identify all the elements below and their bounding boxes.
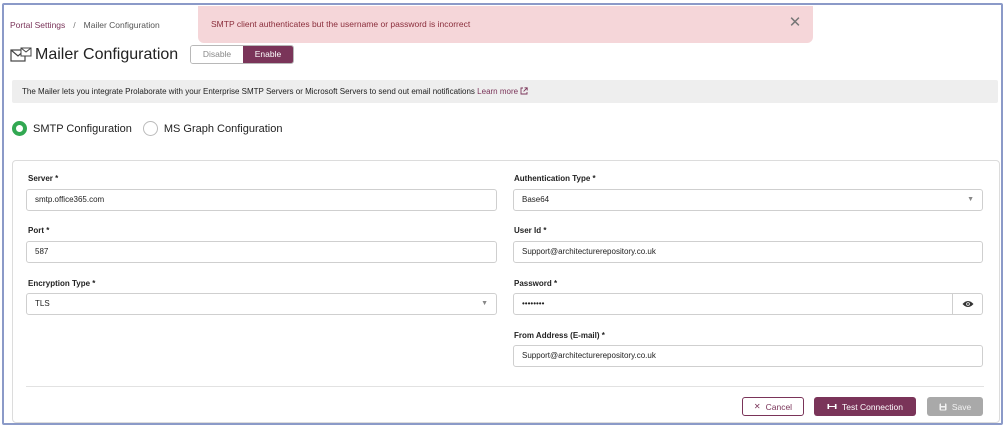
encryption-type-value: TLS — [35, 299, 50, 308]
user-id-value: Support@architecturerepository.co.uk — [522, 247, 656, 256]
enable-toggle-button[interactable]: Enable — [243, 46, 293, 63]
page-title: Mailer Configuration — [35, 46, 179, 63]
test-connection-button[interactable] — [814, 397, 916, 416]
error-toast — [198, 6, 813, 43]
save-icon — [939, 403, 947, 411]
user-id-label: User Id * — [514, 226, 547, 235]
close-icon: ✕ — [753, 402, 761, 411]
from-address-label: From Address (E-mail) * — [514, 331, 605, 340]
breadcrumb — [10, 20, 160, 30]
breadcrumb-portal-settings[interactable]: Portal Settings — [10, 20, 66, 30]
smtp-radio-label[interactable]: SMTP Configuration — [33, 122, 132, 135]
server-label: Server * — [28, 174, 59, 183]
msgraph-radio-label[interactable]: MS Graph Configuration — [163, 122, 283, 135]
chevron-down-icon: ▼ — [967, 196, 974, 203]
connection-icon — [827, 403, 837, 410]
password-value: •••••••• — [522, 299, 545, 308]
password-label: Password * — [514, 279, 558, 288]
page-header — [10, 44, 178, 66]
save-button[interactable] — [927, 397, 983, 416]
error-toast-message: SMTP client authenticates but the username or password is incorrect — [211, 19, 471, 29]
breadcrumb-current: Mailer Configuration — [83, 20, 160, 30]
close-icon[interactable]: ✕ — [788, 14, 802, 31]
smtp-radio[interactable] — [12, 121, 27, 136]
external-link-icon — [520, 87, 528, 95]
cancel-button-label: Cancel — [765, 401, 793, 412]
learn-more-link[interactable] — [477, 87, 528, 96]
auth-type-label: Authentication Type * — [514, 174, 596, 183]
port-label: Port * — [28, 226, 50, 235]
breadcrumb-separator: / — [73, 20, 76, 30]
mailer-toggle — [190, 45, 294, 64]
form-divider — [26, 386, 984, 387]
encryption-type-label: Encryption Type * — [28, 279, 96, 288]
server-input[interactable] — [26, 189, 497, 211]
info-banner — [12, 80, 998, 103]
msgraph-radio[interactable] — [143, 121, 158, 136]
eye-icon[interactable] — [952, 294, 982, 314]
cancel-button[interactable] — [742, 397, 804, 416]
info-banner-text: The Mailer lets you integrate Prolaborate with your Enterprise SMTP Servers or Microsoft Servers to send out email notifications — [22, 87, 475, 96]
test-connection-label: Test Connection — [842, 401, 903, 412]
disable-toggle-button[interactable]: Disable — [191, 46, 243, 63]
user-id-input[interactable] — [513, 241, 983, 263]
auth-type-value: Base64 — [522, 195, 550, 204]
chevron-down-icon: ▼ — [481, 300, 488, 307]
auth-type-select[interactable] — [513, 189, 983, 211]
encryption-type-select[interactable] — [26, 293, 497, 315]
config-type-selector — [12, 121, 293, 136]
from-address-input[interactable] — [513, 345, 983, 367]
port-input[interactable] — [26, 241, 497, 263]
save-button-label: Save — [951, 401, 972, 412]
learn-more-label: Learn more — [477, 87, 519, 96]
port-value: 587 — [35, 247, 49, 256]
mail-icon — [10, 47, 32, 63]
password-input[interactable] — [513, 293, 983, 315]
server-value: smtp.office365.com — [35, 195, 105, 204]
from-address-value: Support@architecturerepository.co.uk — [522, 351, 656, 360]
